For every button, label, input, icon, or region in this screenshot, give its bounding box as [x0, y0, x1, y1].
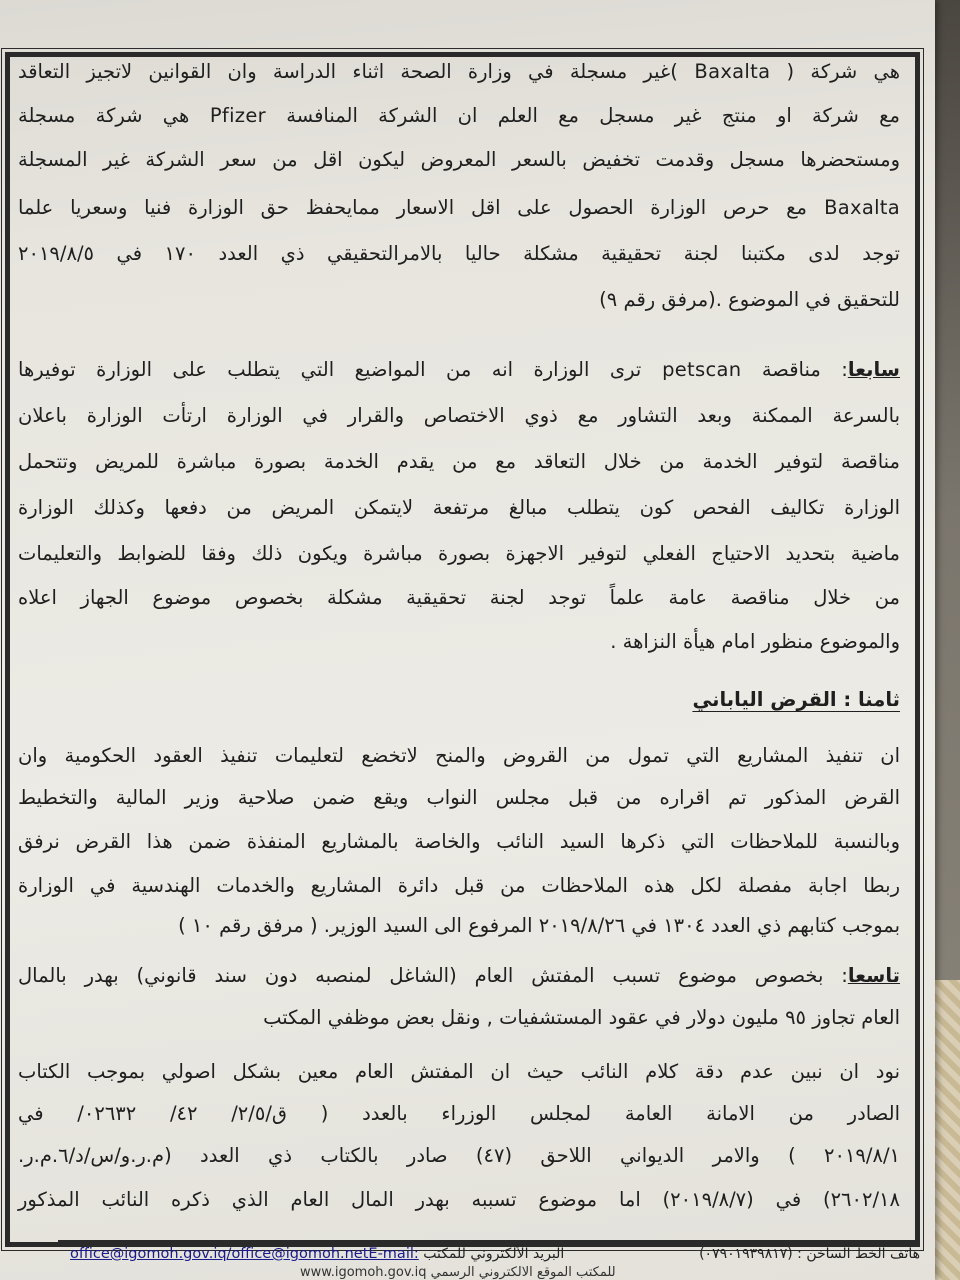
- text-line: ومستحضرها مسجل وقدمت تخفيض بالسعر المعروض ليكون اقل من سعر الشركة غير المسجلة: [18, 148, 900, 171]
- section-7-line: من خلال مناقصة عامة علماً توجد لجنة تحقيقية مشكلة بخصوص موضوع الجهاز اعلاه: [18, 586, 900, 609]
- text-line: نود ان نبين عدم دقة كلام النائب حيث ان المفتش العام معين بشكل اصولي بموجب الكتاب: [18, 1060, 900, 1083]
- section-7-heading: سابعا: [847, 358, 900, 381]
- text-line: ٢٠١٩/٨/١ ) والامر الديواني اللاحق (٤٧) صادر بالكتاب ذي العدد (م.ر.و/س/د/٦.م.ر.: [18, 1144, 900, 1167]
- section-7-line: بالسرعة الممكنة وبعد التشاور مع ذوي الاختصاص والقرار في الوزارة ارتأت الوزارة باعلان: [18, 404, 900, 427]
- footer-website: www.igomoh.gov.iq للمكتب الموقع الألكتروني الرسمي: [300, 1266, 616, 1280]
- section-7-line: ماضية بتحديد الاحتياج الفعلي لتوفير الاجهزة بصورة مباشرة ويكون ذلك وفقا للضوابط والتعليمات: [18, 542, 900, 565]
- footer-contact: [60, 1244, 920, 1264]
- text-line: للتحقيق في الموضوع .(مرفق رقم ٩): [599, 288, 900, 311]
- hotline-phone: هاتف الخط الساخن : (٠٧٩٠١٩٣٩٨١٧): [699, 1246, 920, 1262]
- section-8-line: بموجب كتابهم ذي العدد ١٣٠٤ في ٢٠١٩/٨/٢٦ المرفوع الى السيد الوزير. ( مرفق رقم ١٠ ): [178, 914, 900, 937]
- section-8-line: ربطا اجابة مفصلة لكل هذه الملاحظات من قبل دائرة المشاريع والخدمات الهندسية في الوزارة: [18, 874, 900, 897]
- text-line: الصادر من الامانة العامة لمجلس الوزراء بالعدد ( ق/٢/٥/ ٤٢/ ٠٢٦٣٢/ في: [18, 1102, 900, 1125]
- section-8-heading: ثامنا : القرض الياباني: [692, 688, 900, 711]
- section-9-line: العام تجاوز ٩٥ مليون دولار في عقود المستشفيات , ونقل بعض موظفي المكتب: [263, 1006, 900, 1029]
- section-9-line: تاسعا: بخصوص موضوع تسبب المفتش العام (الشاغل لمنصبه دون سند قانوني) بهدر بالمال: [18, 964, 900, 987]
- text-line: ٢٦٠٢/١٨) في (٢٠١٩/٨/٧) اما موضوع تسببه بهدر المال العام الذي ذكره النائب المذكور: [18, 1188, 900, 1211]
- email-link[interactable]: office@igomoh.gov.iq/office@igomoh.netE-mail:: [70, 1246, 419, 1262]
- section-9-heading: تاسعا: [847, 964, 900, 987]
- text-line: توجد لدى مكتبنا لجنة تحقيقية مشكلة حاليا بالامرالتحقيقي ذي العدد ١٧٠ في ٢٠١٩/٨/٥: [18, 242, 900, 265]
- email-label: البريد الألكتروني للمكتب: [423, 1246, 565, 1262]
- section-8-line: وبالنسبة للملاحظات التي ذكرها السيد النائب والخاصة بالمشاريع المنفذة ضمن هذا القرض نرفق: [18, 830, 900, 853]
- text-line: هي شركة ( Baxalta )غير مسجلة في وزارة الصحة اثناء الدراسة وان القوانين لاتجيز التعاقد: [18, 60, 900, 83]
- section-7-line: والموضوع منظور امام هيأة النزاهة .: [610, 630, 900, 653]
- section-7-line: مناقصة لتوفير الخدمة من خلال التعاقد مع من يقدم الخدمة بصورة مباشرة للمريض وتتحمل: [18, 450, 900, 473]
- section-8-line: ان تنفيذ المشاريع التي تمول من القروض والمنح لاتخضع لتعليمات تنفيذ العقود الحكومية وان: [18, 744, 900, 767]
- section-7-line: سابعا: مناقصة petscan ترى الوزارة انه من المواضيع التي يتطلب على الوزارة توفيرها: [18, 358, 900, 381]
- section-8-line: القرض المذكور تم اقراره من قبل مجلس النواب ويقع ضمن صلاحية وزير المالية والتخطيط: [18, 786, 900, 809]
- text-line: مع شركة او منتج غير مسجل مع العلم ان الشركة المنافسة Pfizer هي شركة مسجلة: [18, 104, 900, 127]
- footer-divider: [58, 1240, 918, 1242]
- section-7-line: الوزارة تكاليف الفحص كون يتطلب مبالغ مرتفعة لايتمكن المريض من دفعها وكذلك الوزارة: [18, 496, 900, 519]
- text-line: Baxalta مع حرص الوزارة الحصول على اقل الاسعار ممايحفظ حق الوزارة فنيا وسعريا علما: [18, 196, 900, 219]
